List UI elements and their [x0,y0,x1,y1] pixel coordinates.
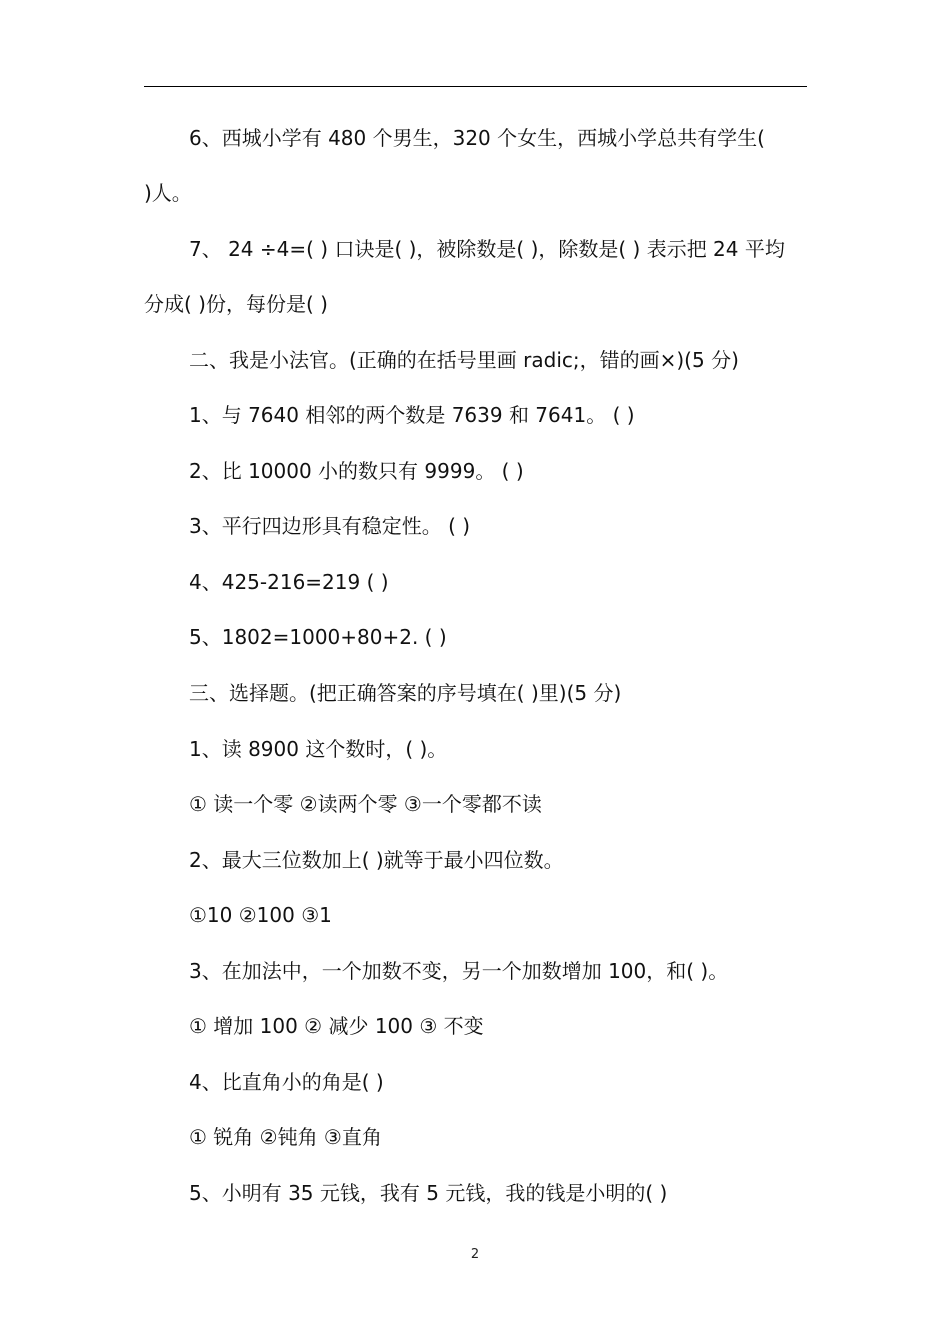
judge-item-3: 3、平行四边形具有稳定性。 ( ) [189,514,471,538]
choice-options-3: ① 增加 100 ② 减少 100 ③ 不变 [189,1014,484,1038]
choice-question-2: 2、最大三位数加上( )就等于最小四位数。 [189,848,564,872]
question-6-line-2: )人。 [144,181,192,205]
question-7-line-2: 分成( )份，每份是( ) [144,292,328,316]
choice-question-1: 1、读 8900 这个数时，( )。 [189,737,448,761]
choice-question-5: 5、小明有 35 元钱，我有 5 元钱，我的钱是小明的( ) [189,1181,668,1205]
question-7-line-1: 7、 24 ÷4=( ) 口诀是( )，被除数是( )，除数是( ) 表示把 24 平均 [189,237,785,261]
judge-item-1: 1、与 7640 相邻的两个数是 7639 和 7641。 ( ) [189,403,635,427]
choice-question-4: 4、比直角小的角是( ) [189,1070,384,1094]
section-2-heading: 二、我是小法官。(正确的在括号里画 radic;，错的画×)(5 分) [189,348,739,372]
choice-question-3: 3、在加法中，一个加数不变，另一个加数增加 100，和( )。 [189,959,729,983]
choice-options-4: ① 锐角 ②钝角 ③直角 [189,1125,382,1149]
page-number: 2 [470,1247,480,1262]
judge-item-4: 4、425-216=219 ( ) [189,570,389,594]
question-6-line-1: 6、西城小学有 480 个男生，320 个女生，西城小学总共有学生( [189,126,765,150]
choice-options-1: ① 读一个零 ②读两个零 ③一个零都不读 [189,792,542,816]
choice-options-2: ①10 ②100 ③1 [189,903,332,927]
header-rule [144,86,807,87]
judge-item-5: 5、1802=1000+80+2. ( ) [189,625,447,649]
judge-item-2: 2、比 10000 小的数只有 9999。 ( ) [189,459,524,483]
section-3-heading: 三、选择题。(把正确答案的序号填在( )里)(5 分) [189,681,622,705]
